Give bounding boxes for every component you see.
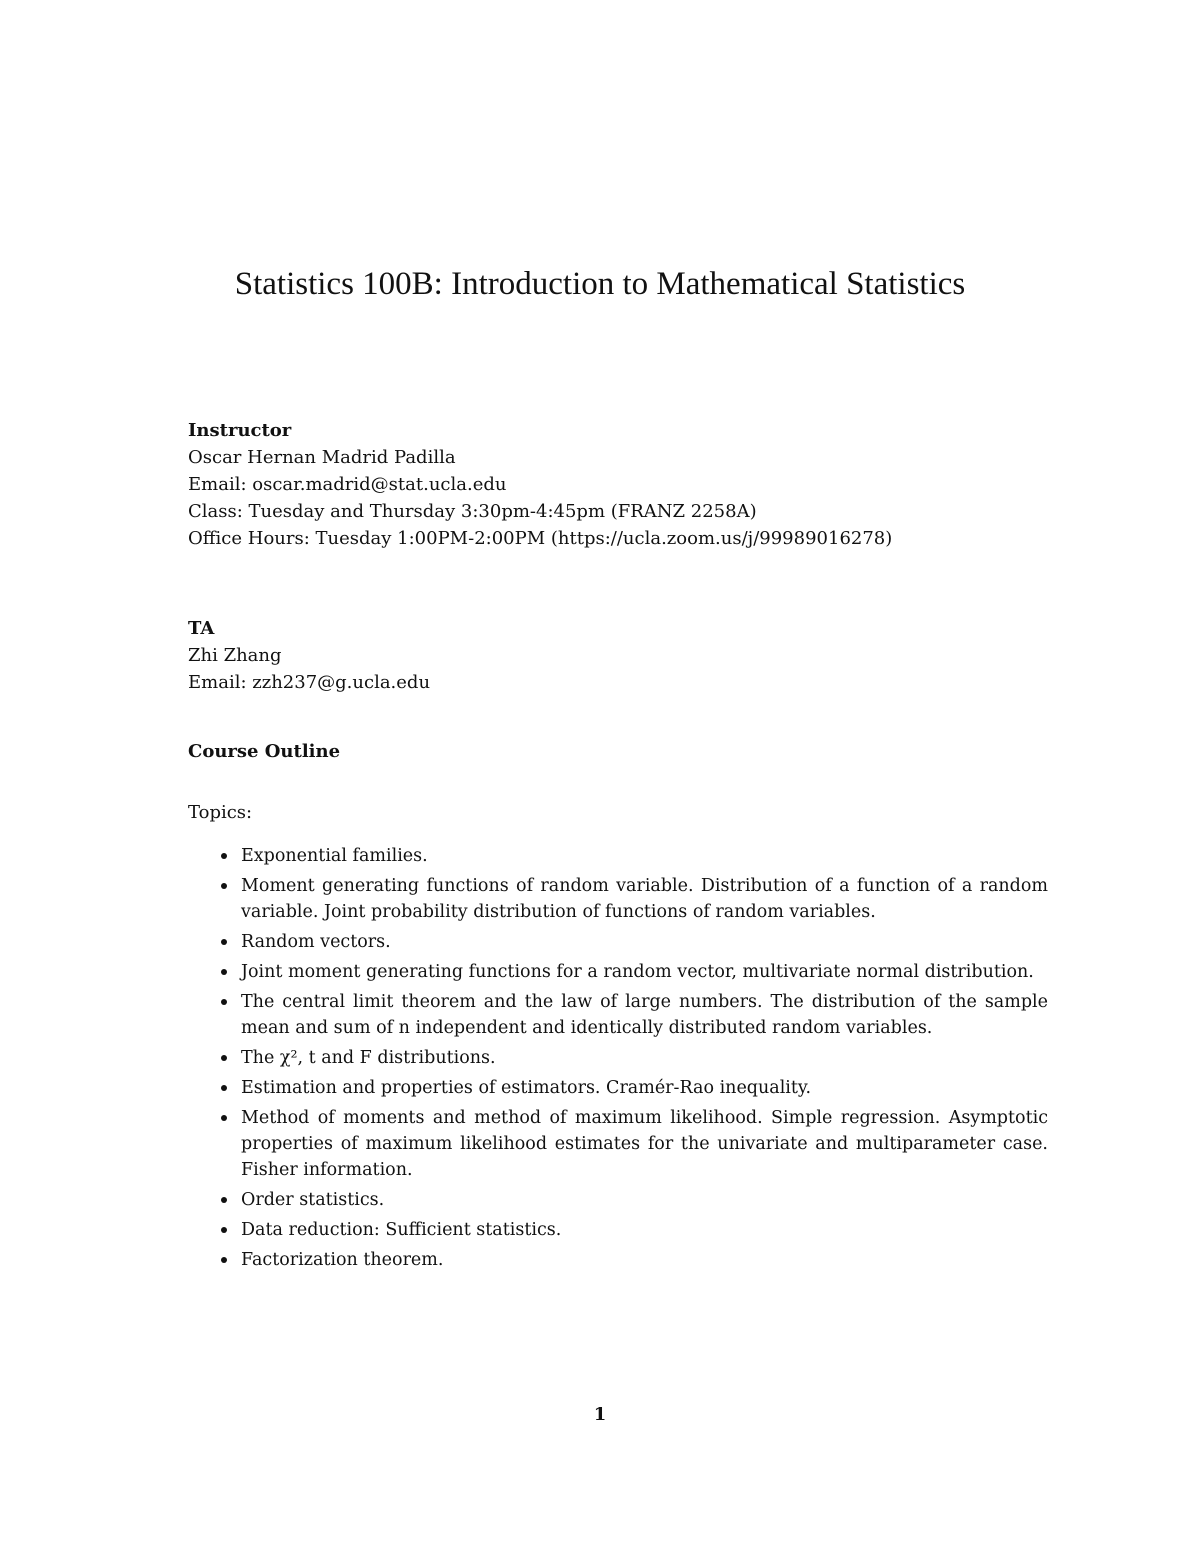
ta-name: Zhi Zhang bbox=[188, 645, 282, 666]
course-outline-heading: Course Outline bbox=[188, 741, 341, 762]
bullet-icon bbox=[221, 969, 227, 975]
instructor-heading: Instructor bbox=[188, 420, 292, 441]
ta-email: Email: zzh237@g.ucla.edu bbox=[188, 672, 431, 693]
list-item: The central limit theorem and the law of large numbers. The distribution of the sample mean and sum of n independent and identically distributed random variables. bbox=[188, 989, 1048, 1041]
bullet-icon bbox=[221, 1055, 227, 1061]
list-item: Exponential families. bbox=[188, 843, 1048, 869]
instructor-section bbox=[188, 417, 1048, 552]
document-title: Statistics 100B: Introduction to Mathematical Statistics bbox=[234, 266, 966, 302]
bullet-icon bbox=[221, 1197, 227, 1203]
list-item: Order statistics. bbox=[188, 1187, 1048, 1213]
instructor-email: Email: oscar.madrid@stat.ucla.edu bbox=[188, 474, 507, 495]
list-item: Joint moment generating functions for a random vector, multivariate normal distribution. bbox=[188, 959, 1048, 985]
bullet-icon bbox=[221, 1257, 227, 1263]
topics-list bbox=[188, 843, 1048, 1277]
bullet-icon bbox=[221, 999, 227, 1005]
page-number: 1 bbox=[593, 1404, 607, 1425]
list-item: Moment generating functions of random variable. Distribution of a function of a random variable. Joint probability distribution of functions of random variables. bbox=[188, 873, 1048, 925]
bullet-icon bbox=[221, 1227, 227, 1233]
topics-label-block bbox=[188, 799, 1048, 826]
bullet-icon bbox=[221, 853, 227, 859]
list-item: Data reduction: Sufficient statistics. bbox=[188, 1217, 1048, 1243]
bullet-icon bbox=[221, 883, 227, 889]
topics-label: Topics: bbox=[188, 802, 253, 823]
list-item: The χ², t and F distributions. bbox=[188, 1045, 1048, 1071]
course-outline-section bbox=[188, 738, 1048, 765]
ta-section bbox=[188, 615, 1048, 696]
list-item: Method of moments and method of maximum likelihood. Simple regression. Asymptotic properties of maximum likelihood estimates for the univariate and multiparameter case. Fisher information. bbox=[188, 1105, 1048, 1183]
list-item: Estimation and properties of estimators. Cramér-Rao inequality. bbox=[188, 1075, 1048, 1101]
list-item: Factorization theorem. bbox=[188, 1247, 1048, 1273]
bullet-icon bbox=[221, 1085, 227, 1091]
instructor-name: Oscar Hernan Madrid Padilla bbox=[188, 447, 456, 468]
ta-heading: TA bbox=[188, 618, 215, 639]
bullet-icon bbox=[221, 939, 227, 945]
list-item: Random vectors. bbox=[188, 929, 1048, 955]
class-schedule: Class: Tuesday and Thursday 3:30pm-4:45pm (FRANZ 2258A) bbox=[188, 501, 757, 522]
bullet-icon bbox=[221, 1115, 227, 1121]
office-hours: Office Hours: Tuesday 1:00PM-2:00PM (https://ucla.zoom.us/j/99989016278) bbox=[188, 528, 893, 549]
